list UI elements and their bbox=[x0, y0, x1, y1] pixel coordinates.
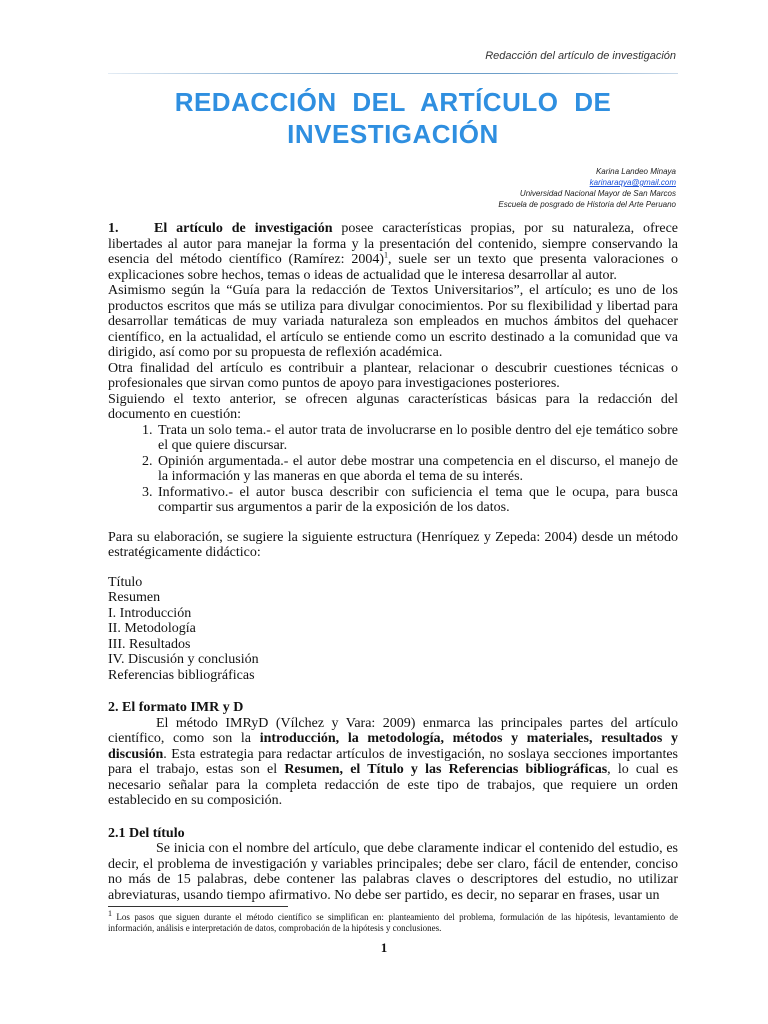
author-school: Escuela de posgrado de Historia del Arte Peruano bbox=[498, 200, 676, 209]
subsection-heading: 2.1 Del título bbox=[108, 825, 185, 841]
paragraph-imryd: El método IMRyD (Vílchez y Vara: 2009) enmarca las principales partes del artículo científico, como son la introducción, la metodología, métodos y materiales, resultados y discusión. Esta estrategia para redactar artículos de investigación, no soslaya secciones importantes para el trabajo, estas son el Resumen, el Título y las Referencias bibliográficas, lo cual es necesario señalar para la completa redacción de este tipo de trabajos, que requiere un orden establecido en su composición. bbox=[108, 715, 679, 808]
document-body bbox=[108, 221, 678, 903]
author-university: Universidad Nacional Mayor de San Marcos bbox=[519, 189, 676, 198]
author-name: Karina Landeo Minaya bbox=[595, 167, 676, 176]
list-item: 2. Opinión argumentada.- el autor debe mostrar una competencia en el discurso, el manejo de la información y las maneras en que aborda el tema de su interés. bbox=[156, 454, 678, 485]
footnote-mark: 1 bbox=[108, 909, 112, 918]
page-number: 1 bbox=[380, 940, 388, 955]
list-item: 1. Trata un solo tema.- el autor trata de involucrarse en lo posible dentro del eje temático sobre el que quiere discursar. bbox=[156, 423, 678, 454]
list-item: IV. Discusión y conclusión bbox=[108, 652, 259, 667]
list-item: 3. Informativo.- el autor busca describir con suficiencia el tema que le ocupa, para busca compartir sus argumentos a parir de la exposición de los datos. bbox=[156, 485, 678, 516]
footnote-ref[interactable]: 1 bbox=[384, 250, 389, 260]
author-block bbox=[498, 166, 676, 210]
list-item: II. Metodología bbox=[108, 621, 196, 636]
list-item: Título bbox=[108, 574, 143, 590]
section-number: 1. bbox=[108, 221, 119, 236]
paragraph-features-intro: Siguiendo el texto anterior, se ofrecen algunas características básicas para la redacción del documento en cuestión: bbox=[108, 391, 678, 422]
author-email-link[interactable]: karinaraqya@gmail.com bbox=[589, 178, 676, 187]
section-heading: 2. El formato IMR y D bbox=[108, 700, 244, 715]
title-line-2: INVESTIGACIÓN bbox=[287, 119, 499, 149]
list-item: Referencias bibliográficas bbox=[108, 667, 255, 683]
running-header: Redacción del artículo de investigación bbox=[485, 50, 676, 62]
list-item: III. Resultados bbox=[108, 636, 191, 652]
document-title bbox=[108, 86, 678, 150]
features-list bbox=[108, 423, 678, 516]
list-item: Resumen bbox=[108, 590, 161, 605]
paragraph-title: Se inicia con el nombre del artículo, que debe claramente indicar el contenido del estudio, es decir, el problema de investigación y variables principales; debe ser claro, fácil de entender, conciso no más de 15 palabras, debe contener las palabras claves o descriptores del estudio, no utilizar abreviaturas, usando tiempo afirmativo. No debe ser partido, es decir, no separar en frases, usar un bbox=[108, 841, 678, 903]
intro-lead: El artículo de investigación bbox=[154, 221, 333, 236]
footnote: $^1$ Los pasos que siguen durante el método científico se simplifican en: planteamiento del problema, formulación de las hipótesis, levantamiento de información, análisis e interpretación de datos, comprobación de la hipótesis y conclusiones. bbox=[108, 909, 678, 933]
structure-intro: Para su elaboración, se sugiere la siguiente estructura (Henríquez y Zepeda: 2004) desde un método estratégicamente didáctico: bbox=[108, 529, 678, 560]
intro-paragraph: 1. El artículo de investigación posee características propias, por su naturaleza, ofrece libertades al autor para manejar la forma y la presentación del contenido, siempre conservando la esencia del método científico (Ramírez: 2004)$^1$, suele ser un texto que presenta valoraciones o explicaciones sobre hechos, temas o ideas de actualidad que le interesa desarrollar al autor. bbox=[108, 221, 678, 283]
header-rule bbox=[108, 73, 678, 74]
title-line-1: REDACCIÓN DEL ARTÍCULO DE bbox=[174, 87, 612, 117]
footnote-divider bbox=[108, 906, 288, 907]
structure-list bbox=[108, 575, 678, 684]
paragraph-purpose: Otra finalidad del artículo es contribuir a plantear, relacionar o descubrir cuestiones técnicas o profesionales que sirvan como puntos de apoyo para investigaciones posteriores. bbox=[108, 360, 678, 391]
list-item: I. Introducción bbox=[108, 605, 192, 621]
paragraph-guide: Asimismo según la “Guía para la redacción de Textos Universitarios”, el artículo; es uno de los productos escritos que más se utiliza para divulgar conocimientos. Por su flexibilidad y libertad para desarrollar temáticas de muy variada naturaleza son empleados en muchos ámbitos del quehacer científico, en la actualidad, el artículo se entiende como un escrito destinado a la comunidad que va dirigido, así como por su propuesta de reflexión académica. bbox=[108, 283, 678, 360]
